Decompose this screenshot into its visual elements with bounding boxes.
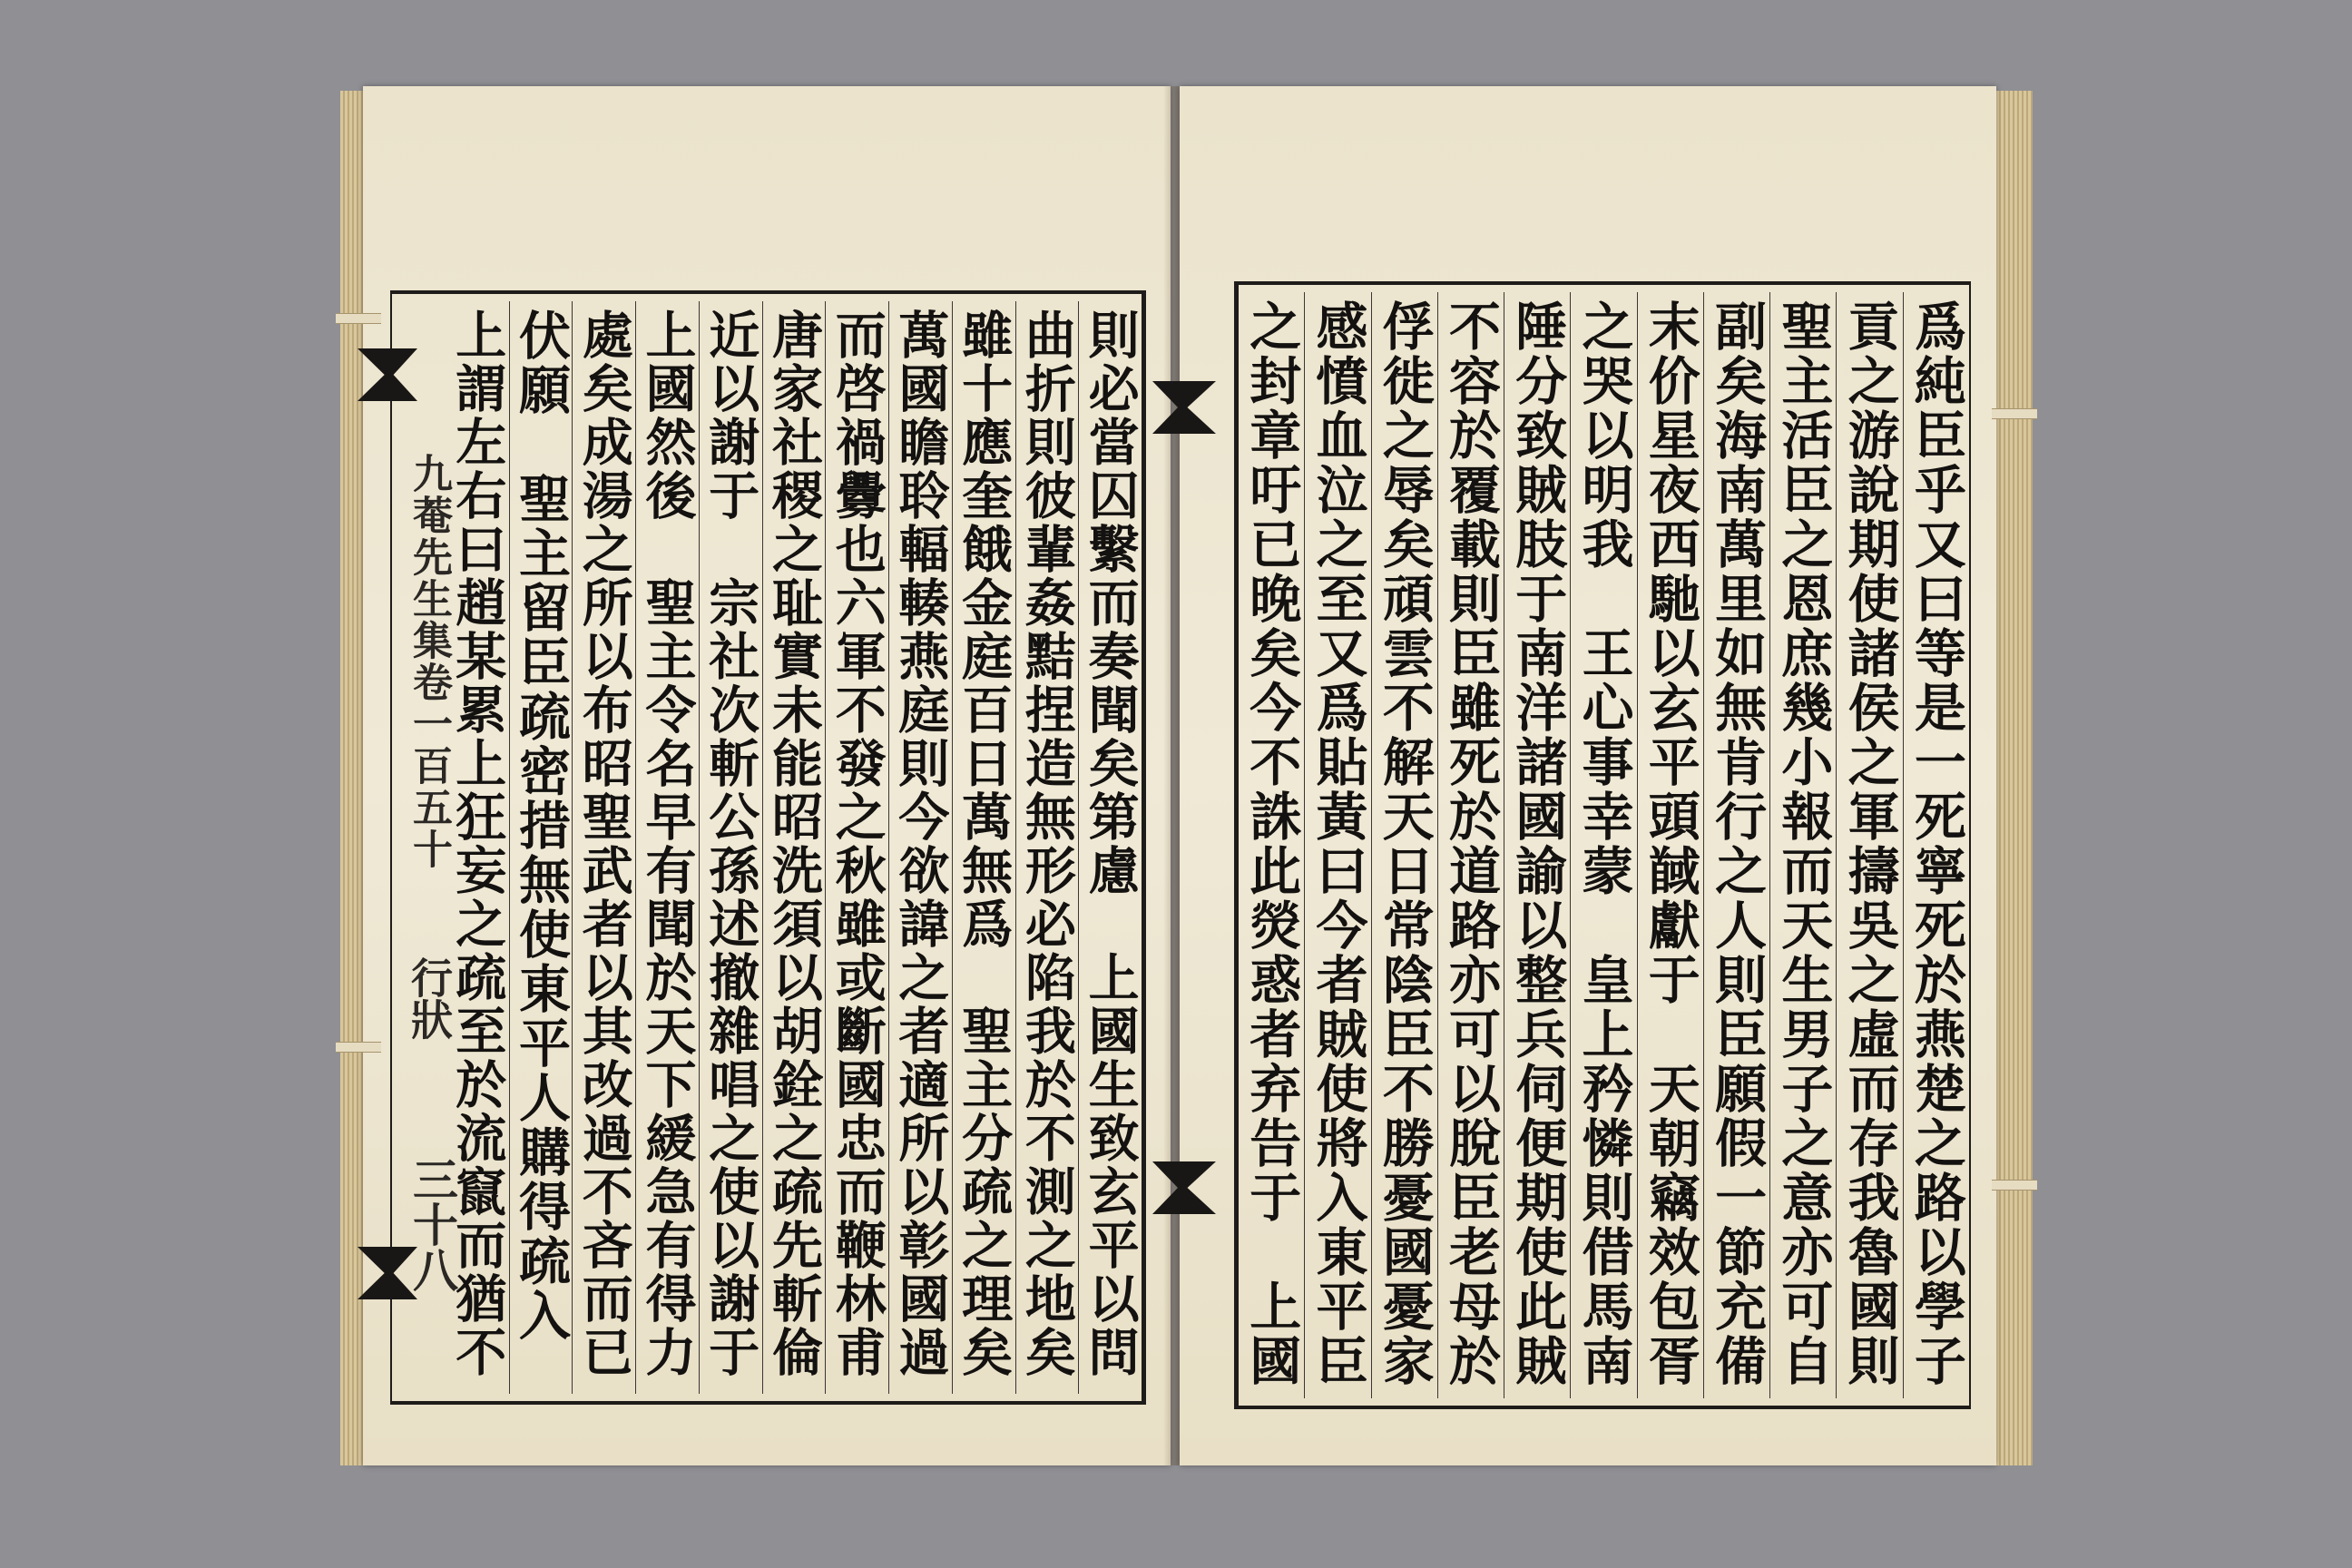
right-page (1180, 86, 1996, 1465)
column-text: 副矣海南萬里如無肯行之人則臣願假一節充備 (1706, 299, 1768, 1388)
binding-thread (336, 1042, 381, 1053)
column-text: 曲折則彼輩姦黠捏造無形必陷我於不測之地矣 (1016, 309, 1077, 1379)
right-text-column (1239, 292, 1304, 1398)
column-text: 上謂左右曰趙某累上狂妄之疏至於流竄而猶不 (447, 309, 508, 1379)
column-text: 之哭以明我 王心事幸蒙 皇上矜憐則借馬南 (1573, 299, 1635, 1388)
left-text-column (762, 301, 826, 1394)
left-text-column (1015, 301, 1079, 1394)
right-columns (1239, 292, 1969, 1398)
column-text: 末价星夜西馳以玄平頭馘獻于 天朝竊效包胥 (1640, 299, 1701, 1388)
upper-fish-tail-mark (358, 348, 417, 401)
binding-thread (1992, 1180, 2037, 1191)
binding-thread (1992, 408, 2037, 419)
column-text: 爲純臣乎又曰等是一死寧死於燕楚之路以學子 (1906, 299, 1967, 1388)
left-text-column (699, 301, 762, 1394)
left-columns (446, 301, 1142, 1394)
right-text-column (1703, 292, 1769, 1398)
section-label: 行狀 (405, 956, 454, 1040)
right-text-column (1504, 292, 1570, 1398)
right-fore-edge (1996, 91, 2033, 1465)
binding-thread (336, 313, 381, 324)
left-text-column (635, 301, 699, 1394)
right-text-frame (1234, 281, 1971, 1409)
right-text-column (1903, 292, 1969, 1398)
center-margin-column (390, 294, 459, 1401)
column-text: 萬國瞻聆輻輳燕庭則今欲諱之者適所以彰國過 (890, 309, 951, 1379)
left-text-frame (390, 290, 1146, 1405)
left-text-column (888, 301, 952, 1394)
left-text-column (952, 301, 1015, 1394)
open-book (336, 77, 2033, 1475)
column-text: 俘徙之辱矣頑雲不解天日常陰臣不勝憂國憂家 (1374, 299, 1436, 1388)
right-text-column (1371, 292, 1437, 1398)
page-number: 三十八 (406, 1156, 459, 1292)
column-text: 近以謝于 宗社次斬公孫述撤雜唱之使以謝于 (701, 309, 761, 1379)
column-text: 感憤血泣之至又爲貼黃曰今者賊使將入東平臣 (1307, 299, 1368, 1388)
column-text: 聖主活臣之恩庶幾小報而天生男子之意亦可自 (1772, 299, 1834, 1388)
right-text-column (1769, 292, 1836, 1398)
column-text: 伏願 聖主留臣疏密措無使東平人購得疏入 (510, 309, 572, 1343)
left-text-column (1078, 301, 1142, 1394)
column-text: 唐家社稷之耻實未能昭洗須以胡銓之疏先斬倫 (763, 309, 824, 1379)
column-text: 之封章吁已晚矣今不誅此熒惑者弃告于 上國 (1240, 299, 1302, 1388)
column-text: 而啓禍釁也六軍不發之秋雖或斷國忠而鞭林甫 (827, 309, 887, 1379)
left-text-column (572, 301, 635, 1394)
column-text: 處矣成湯之所以布昭聖武者以其改過不吝而已 (573, 309, 634, 1379)
column-text: 貢之游說期使諸侯之軍擣吳之虛而存我魯國則 (1839, 299, 1901, 1388)
column-text: 不容於覆載則臣雖死於道路亦可以脫臣老母於 (1440, 299, 1502, 1388)
column-text: 上國然後 聖主令名早有聞於天下緩急有得力 (637, 309, 698, 1379)
right-text-column (1304, 292, 1370, 1398)
right-text-column (1437, 292, 1504, 1398)
column-text: 雖十應奎餓金庭百日萬無爲 聖主分疏之理矣 (954, 309, 1014, 1379)
left-text-column (509, 301, 573, 1394)
column-text: 陲分致賊肢于南洋諸國諭以整兵伺便期使此賊 (1506, 299, 1568, 1388)
column-text: 則必當囚繫而奏聞矣第慮 上國生致玄平以問 (1080, 309, 1141, 1379)
right-text-column (1836, 292, 1902, 1398)
right-text-column (1637, 292, 1703, 1398)
book-title-label: 九菴先生集卷一百五十 (406, 453, 452, 870)
left-text-column (825, 301, 888, 1394)
left-page (363, 86, 1171, 1465)
right-text-column (1570, 292, 1636, 1398)
